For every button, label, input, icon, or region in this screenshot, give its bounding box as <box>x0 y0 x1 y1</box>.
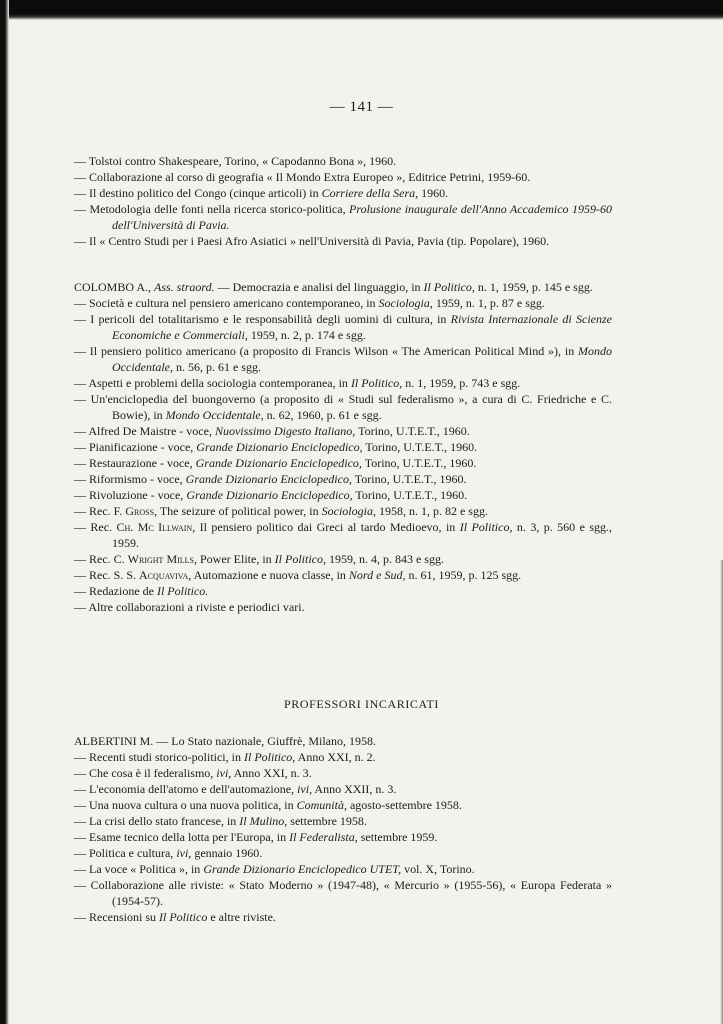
text-segment: — La voce « Politica », in <box>74 862 204 876</box>
text-segment: , Power Elite, in <box>194 552 275 566</box>
author-name-segment: Wright Mills <box>127 552 194 566</box>
italic-title-segment: Grande Dizionario Enciclopedico UTET, <box>203 862 402 876</box>
italic-title-segment: Sociologia, <box>321 504 376 518</box>
bibliography-entry <box>74 503 612 519</box>
italic-title-segment: ivi, <box>216 766 232 780</box>
italic-title-segment: Sociologia, <box>378 296 433 310</box>
bibliography-block-colombo <box>74 279 612 615</box>
text-segment: — Restaurazione - voce, <box>74 456 196 470</box>
text-segment: — Rec. F. <box>74 504 126 518</box>
italic-title-segment: ivi, <box>297 782 313 796</box>
text-segment: ALBERTINI M. — Lo Stato nazionale, Giuffrè, Milano, 1958. <box>74 734 377 748</box>
text-segment: agosto-settembre 1958. <box>346 798 462 812</box>
text-segment: n. 61, 1959, p. 125 sgg. <box>405 568 522 582</box>
italic-title-segment: Grande Dizionario Enciclopedico, <box>185 472 352 486</box>
bibliography-entry <box>74 909 612 925</box>
bibliography-entry <box>74 583 612 599</box>
text-segment: — Il destino politico del Congo (cinque articoli) in <box>74 186 322 200</box>
bibliography-entry <box>74 375 612 391</box>
bibliography-entry <box>74 733 612 749</box>
text-segment: e altre riviste. <box>207 910 276 924</box>
text-segment: Anno XXI, n. 3. <box>231 766 312 780</box>
text-segment: — Tolstoi contro Shakespeare, Torino, « Capodanno Bona », 1960. <box>74 154 397 168</box>
text-segment: n. 1, 1959, p. 145 e sgg. <box>474 280 593 294</box>
italic-title-segment: Grande Dizionario Enciclopedico, <box>195 456 362 470</box>
italic-title-segment: Il Politico, <box>243 750 296 764</box>
bibliography-entry <box>74 185 612 201</box>
bibliography-entry <box>74 845 612 861</box>
text-segment: — Rec. C. <box>74 552 128 566</box>
text-segment: Torino, U.T.E.T., 1960. <box>362 440 478 454</box>
italic-title-segment: Nuovissimo Digesto Italiano, <box>214 424 356 438</box>
italic-title-segment: Mondo Occidentale, <box>165 408 264 422</box>
bibliography-block-albertini <box>74 733 612 925</box>
bibliography-entry <box>74 765 612 781</box>
text-segment: vol. X, Torino. <box>401 862 475 876</box>
text-segment: gennaio 1960. <box>191 846 263 860</box>
bibliography-entry <box>74 877 612 909</box>
text-segment: — Politica e cultura, <box>74 846 177 860</box>
italic-title-segment: Il Politico, <box>423 280 475 294</box>
text-segment: settembre 1959. <box>357 830 438 844</box>
italic-title-segment: Prolusione inaugurale dell'Anno Accademico 1959-60 dell'Università di Pavia. <box>112 202 613 232</box>
author-name-segment: Acquaviva <box>139 568 189 582</box>
italic-title-segment: Il Federalista, <box>289 830 358 844</box>
bibliography-entry <box>74 599 612 615</box>
text-segment: — Metodologia delle fonti nella ricerca storico-politica, <box>74 202 350 216</box>
author-name-segment: Gross <box>125 504 155 518</box>
bibliography-block-1 <box>74 153 612 249</box>
text-segment: — Riformismo - voce, <box>74 472 186 486</box>
text-segment: — Recensioni su <box>74 910 159 924</box>
text-segment: Anno XXI, n. 2. <box>295 750 376 764</box>
bibliography-entry <box>74 391 612 423</box>
bibliography-entry <box>74 153 612 169</box>
bibliography-entry <box>74 487 612 503</box>
text-segment: n. 62, 1960, p. 61 e sgg. <box>263 408 382 422</box>
italic-title-segment: Il Politico, <box>350 376 403 390</box>
bibliography-entry <box>74 567 612 583</box>
text-segment: — Democrazia e analisi del linguaggio, in <box>214 280 424 294</box>
author-name-segment: Ch. Mc Illwain <box>116 520 193 534</box>
bibliography-entry <box>74 423 612 439</box>
text-segment: 1959, n. 2, p. 174 e sgg. <box>247 328 366 342</box>
text-segment: n. 1, 1959, p. 743 e sgg. <box>402 376 521 390</box>
text-segment: settembre 1958. <box>287 814 367 828</box>
text-segment: Torino, U.T.E.T., 1960. <box>352 488 468 502</box>
text-segment: 1960. <box>418 186 449 200</box>
text-segment: Torino, U.T.E.T., 1960. <box>361 456 477 470</box>
italic-title-segment: Il Politico, <box>274 552 326 566</box>
bibliography-entry <box>74 233 612 249</box>
bibliography-entry <box>74 343 612 375</box>
bibliography-entry <box>74 471 612 487</box>
text-segment: — Esame tecnico della lotta per l'Europa, in <box>74 830 290 844</box>
bibliography-entry <box>74 861 612 877</box>
text-segment: — La crisi dello stato francese, in <box>74 814 240 828</box>
italic-title-segment: ivi, <box>176 846 192 860</box>
text-segment: — Il pensiero politico americano (a proposito di Francis Wilson « The American Political Mind »), in <box>74 344 578 358</box>
text-segment: — Collaborazione al corso di geografia « Il Mondo Extra Europeo », Editrice Petrini, 1959-60. <box>74 170 531 184</box>
scan-edge-top <box>0 0 723 20</box>
bibliography-entry <box>74 279 612 295</box>
text-segment: , Il pensiero politico dai Greci al tardo Medioevo, in <box>192 520 460 534</box>
text-segment: n. 3, p. 560 e sgg., 1959. <box>112 520 613 550</box>
page-number: — 141 — <box>329 99 394 115</box>
text-segment: n. 56, p. 61 e sgg. <box>172 360 261 374</box>
text-segment: — Recenti studi storico-politici, in <box>74 750 244 764</box>
bibliography-entry <box>74 749 612 765</box>
bibliography-entry <box>74 813 612 829</box>
text-segment: 1959, n. 1, p. 87 e sgg. <box>432 296 545 310</box>
scan-edge-left <box>0 0 9 1024</box>
text-segment: — Redazione de <box>74 584 157 598</box>
italic-title-segment: Ass. straord. <box>154 280 215 294</box>
text-segment: 1959, n. 4, p. 843 e sgg. <box>325 552 444 566</box>
text-segment: — Alfred De Maistre - voce, <box>74 424 215 438</box>
italic-title-segment: Il Mulino, <box>239 814 288 828</box>
italic-title-segment: Corriere della Sera, <box>321 186 419 200</box>
text-segment: — Pianificazione - voce, <box>74 440 197 454</box>
bibliography-entry <box>74 781 612 797</box>
bibliography-entry <box>74 439 612 455</box>
bibliography-entry <box>74 519 612 551</box>
bibliography-entry <box>74 829 612 845</box>
text-segment: — Altre collaborazioni a riviste e periodici vari. <box>74 600 305 614</box>
text-segment: , Automazione e nuova classe, in <box>188 568 349 582</box>
section-title: PROFESSORI INCARICATI <box>284 697 439 711</box>
text-segment: COLOMBO A., <box>74 280 155 294</box>
text-segment: — I pericoli del totalitarismo e le responsabilità degli uomini di cultura, in <box>74 312 451 326</box>
text-segment: 1958, n. 1, p. 82 e sgg. <box>375 504 488 518</box>
text-segment: Torino, U.T.E.T., 1960. <box>351 472 467 486</box>
text-segment: — Collaborazione alle riviste: « Stato Moderno » (1947-48), « Mercurio » (1955-56), « Europa Federata » (1954-57). <box>74 878 612 908</box>
text-segment: — Rivoluzione - voce, <box>74 488 187 502</box>
bibliography-entry <box>74 455 612 471</box>
text-segment: Anno XXII, n. 3. <box>312 782 397 796</box>
text-segment: — Aspetti e problemi della sociologia contemporanea, in <box>74 376 351 390</box>
text-segment: — Un'enciclopedia del buongoverno (a proposito di « Studi sul federalismo », a cura di C. Friedriche e C. Bowie), in <box>74 392 612 422</box>
italic-title-segment: Nord e Sud, <box>348 568 406 582</box>
italic-title-segment: Grande Dizionario Enciclopedico, <box>196 440 363 454</box>
bibliography-entry <box>74 551 612 567</box>
italic-title-segment: Rivista Internazionale di Scienze Economiche e Commerciali, <box>112 312 612 342</box>
text-segment: — Una nuova cultura o una nuova politica, in <box>74 798 297 812</box>
italic-title-segment: Il Politico <box>159 910 208 924</box>
text-segment: — Rec. S. S. <box>74 568 140 582</box>
bibliography-entry <box>74 311 612 343</box>
italic-title-segment: Comunità, <box>296 798 347 812</box>
bibliography-entry <box>74 201 612 233</box>
italic-title-segment: Il Politico. <box>156 584 209 598</box>
bibliography-entry <box>74 169 612 185</box>
text-segment: — Società e cultura nel pensiero americano contemporaneo, in <box>74 296 379 310</box>
bibliography-entry <box>74 295 612 311</box>
text-segment: — Rec. <box>74 520 117 534</box>
bibliography-entry <box>74 797 612 813</box>
text-segment: , The seizure of political power, in <box>154 504 322 518</box>
text-segment: — L'economia dell'atomo e dell'automazione, <box>74 782 298 796</box>
text-segment: Torino, U.T.E.T., 1960. <box>355 424 470 438</box>
italic-title-segment: Mondo Occidentale, <box>112 344 612 374</box>
italic-title-segment: Grande Dizionario Enciclopedico, <box>186 488 353 502</box>
italic-title-segment: Il Politico, <box>459 520 513 534</box>
text-segment: — Che cosa è il federalismo, <box>74 766 217 780</box>
text-segment: — Il « Centro Studi per i Paesi Afro Asiatici » nell'Università di Pavia, Pavia (tip. Popolare), 1960. <box>74 234 550 248</box>
